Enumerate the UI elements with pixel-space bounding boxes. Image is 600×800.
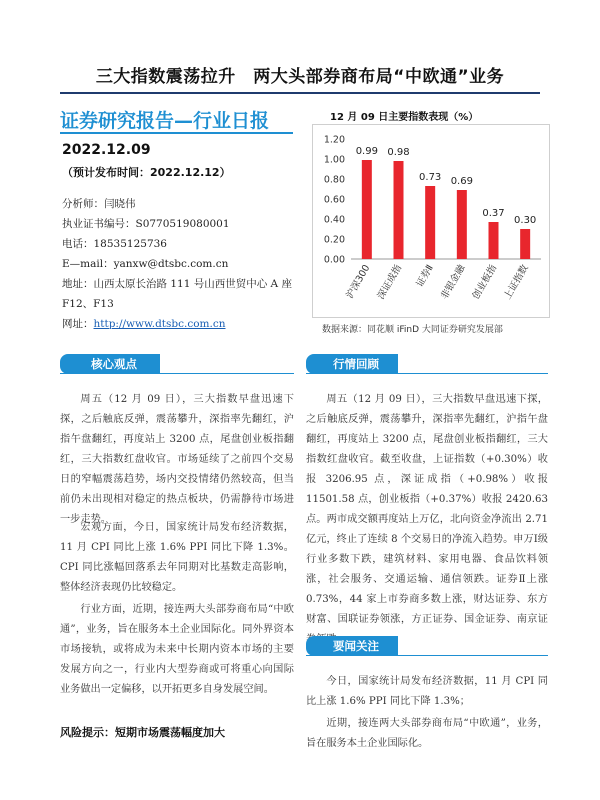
address-line2: F12、F13 — [62, 298, 114, 310]
core-paragraph-2: 宏观方面，今日，国家统计局发布经济数据，11 月 CPI 同比上涨 1.6% PPI 同比下降 1.3%。CPI 同比涨幅回落系去年同期对比基数走高影响，整体经济表现仍比较稳定。 — [60, 522, 294, 593]
section-core-title: 核心观点 — [68, 354, 160, 374]
x-tick-label: 证券Ⅱ — [414, 263, 436, 290]
phone-number: 电话：18535125736 — [62, 238, 167, 250]
email-address: E—mail：yanxw@dtsbc.com.cn — [62, 258, 229, 270]
index-performance-chart — [312, 124, 550, 318]
license-number: 执业证书编号：S0770519080001 — [62, 218, 230, 230]
risk-warning: 风险提示：短期市场震荡幅度加大 — [60, 726, 225, 739]
section-news-rule — [306, 655, 548, 656]
report-title: 证券研究报告—行业日报 — [60, 110, 270, 132]
y-tick-label: 1.00 — [323, 154, 345, 166]
x-tick-label: 深证成指 — [375, 263, 405, 302]
bar-value-label: 0.37 — [482, 208, 505, 219]
bar-value-label: 0.98 — [387, 147, 410, 158]
bar-value-label: 0.69 — [450, 176, 473, 187]
bar-value-label: 0.99 — [355, 146, 378, 157]
y-tick-label: 1.20 — [323, 134, 345, 146]
bar — [457, 190, 467, 259]
section-core-rule — [60, 373, 294, 374]
bar-value-label: 0.73 — [419, 172, 442, 183]
bar — [520, 229, 530, 259]
report-date: 2022.12.09 — [62, 142, 151, 158]
bar — [394, 161, 404, 259]
core-paragraph-3: 行业方面，近期，接连两大头部券商布局“中欧通”，业务，旨在服务本土企业国际化。同外界资本市场接轨，或将成为未来中长期内资本市场的主要发展方向之一，行业内大型券商或可将重心向国际业务做出一定偏移，以开拓更多自身发展空间。 — [60, 604, 294, 695]
website-label: 网址： — [62, 318, 94, 330]
header-rule — [60, 92, 540, 94]
y-tick-label: 0.80 — [323, 174, 345, 186]
y-tick-label: 0.60 — [323, 194, 345, 206]
website-row — [62, 316, 226, 331]
y-tick-label: 0.40 — [323, 214, 345, 226]
bar — [362, 160, 372, 259]
news-paragraph-1: 今日，国家统计局发布经济数据，11 月 CPI 同比上涨 1.6% PPI 同比下降 1.3%； — [306, 676, 548, 707]
bar — [489, 222, 499, 259]
y-tick-label: 0.20 — [323, 234, 345, 246]
x-tick-label: 非银金融 — [438, 263, 468, 302]
website-link[interactable]: http://www.dtsbc.com.cn — [93, 318, 226, 330]
x-tick-label: 上证指数 — [502, 263, 531, 302]
x-tick-label: 沪深300 — [344, 263, 373, 301]
core-paragraph-1: 周五（12 月 09 日），三大指数早盘迅速下探，之后触底反弹，震荡攀升，深指率先翻红，沪指午盘翻红，再度站上 3200 点，尾盘创业板指翻红，三大指数红盘收官。市场延续了之前四个交易日的窄幅震荡趋势，场内交投情绪仍然较高，但当前仍未出现相对稳定的热点板块，仍需静待市场进一步走势。 — [60, 394, 294, 525]
market-paragraph-1: 周五（12 月 09 日），三大指数早盘迅速下探，之后触底反弹，震荡攀升，深指率先翻红，沪指午盘翻红，再度站上 3200 点，尾盘创业板指翻红，三大指数红盘收官。截至收盘，上证指数（+0.30%）收报 3206.95 点，深证成指（+0.98%）收报 11501.58 点，创业板指（+0.37%）收报 2420.63 点。两市成交额再度站上万亿，北向资金净流出 2.71 亿元，终止了连续 8 个交易日的净流入趋势。申万Ⅰ级行业多数下跌，建筑材料、家用电器、食品饮料领涨，社会服务、交通运输、通信领跌。证券Ⅱ上涨 0.73%，44 家上市券商多数上涨，财达证券、东方财富、国联证券领涨，方正证券、国金证券、南京证 — [306, 394, 548, 625]
chart-title: 12 月 09 日主要指数表现（%） — [330, 112, 479, 123]
title-underline — [60, 132, 293, 134]
section-news-title: 要闻关注 — [314, 636, 398, 656]
analyst-name: 分析师：闫晓伟 — [62, 198, 136, 210]
news-paragraph-2: 近期，接连两大头部券商布局“中欧通”，业务，旨在服务本土企业国际化。 — [306, 718, 548, 749]
report-headline: 三大指数震荡拉升 两大头部券商布局“中欧通”业务 — [95, 67, 505, 87]
y-tick-label: 0.00 — [323, 254, 345, 266]
publish-date: （预计发布时间：2022.12.12） — [62, 166, 231, 179]
section-market-rule — [306, 373, 548, 374]
section-market-title: 行情回顾 — [314, 354, 398, 374]
x-tick-label: 创业板指 — [470, 263, 500, 302]
bar — [425, 186, 435, 259]
chart-svg — [313, 125, 549, 317]
chart-source: 数据来源：同花顺 iFinD 大同证券研究发展部 — [322, 325, 503, 335]
address-line1: 地址：山西太原长治路 111 号山西世贸中心 A 座 — [62, 278, 292, 290]
bar-value-label: 0.30 — [514, 215, 537, 226]
